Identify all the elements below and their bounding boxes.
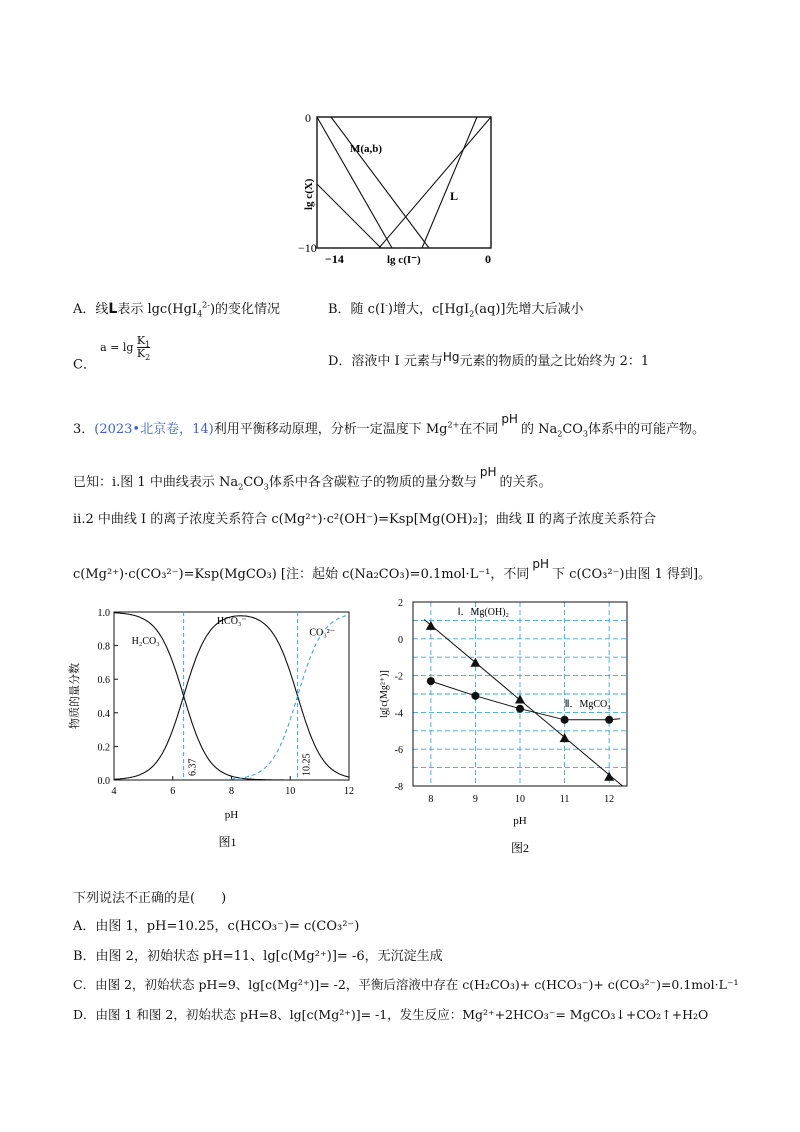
q3-known-ii-2: c(Mg²⁺)·c(CO₃²⁻)=Ksp(MgCO₃) [注：起始 c(Na₂CO₃)=0.1mol·L⁻¹，不同pH下 c(CO₃²⁻)由图 1 得到]。 [73, 557, 712, 582]
y-tick-label: 0.6 [97, 675, 110, 687]
q3-option-c: C．由图 2，初始状态 pH=9、lg[c(Mg²⁺)]= -2，平衡后溶液中存在 c(H₂CO₃)+ c(HCO₃⁻)+ c(CO₃²⁻)=0.1mol·L⁻¹ [73, 977, 739, 992]
series-label-hco3: HCO₃⁻ [216, 615, 247, 627]
x-axis-label: lg c(I⁻) [387, 254, 421, 266]
x-tick-label: 12 [344, 786, 354, 797]
mgco3-point [516, 705, 524, 713]
x-tick-label: 10 [515, 794, 525, 805]
series-label-mgco3: Ⅱ．MgCO₃ [564, 698, 611, 710]
y-tick-label: -6 [394, 745, 403, 757]
y-tick-bottom: −10 [298, 241, 317, 255]
series-label-co3: CO₃²⁻ [309, 627, 335, 639]
formula: a = lg K1 K2 [100, 334, 151, 363]
figure-caption: 图2 [510, 841, 530, 855]
y-tick-label: 0.2 [97, 742, 110, 754]
mg-oh2-point [604, 772, 614, 781]
mgco3-point [605, 716, 613, 724]
x-tick-label: 11 [559, 794, 570, 805]
series-label-mg-oh2: Ⅰ．Mg(OH)₂ [457, 606, 510, 618]
x-tick-left: −14 [325, 252, 344, 266]
y-tick-label: -8 [394, 782, 403, 793]
figure-1-chart [60, 598, 360, 858]
option-b: B．随 c(I-)增大，c[HgI$_2$(aq)]先增大后减小 [328, 300, 584, 319]
annotation-pka2: 10.25 [301, 753, 313, 776]
y-axis-label: lg c(X) [303, 178, 315, 210]
q3-option-a: A．由图 1，pH=10.25，c(HCO₃⁻)= c(CO₃²⁻) [73, 919, 360, 934]
figure-2-chart [375, 592, 645, 858]
fraction: $\frac{K_1}{K_2}$ [136, 334, 151, 363]
y-tick-label: 0.0 [97, 776, 110, 787]
q3-option-b: B．由图 2，初始状态 pH=11、lg[c(Mg²⁺)]= -6，无沉淀生成 [73, 949, 443, 964]
option-c: C． $^{a = lg \frac{K_1}{K_2}}$ [73, 334, 151, 373]
annotation-pka1: 6.37 [187, 758, 199, 776]
x-tick-label: 12 [604, 794, 615, 805]
q3-option-d: D．由图 1 和图 2，初始状态 pH=8、lg[c(Mg²⁺)]= -1，发生反应：Mg²⁺+2HCO₃⁻= MgCO₃↓+CO₂↑+H₂O [73, 1007, 709, 1022]
y-tick-label: -4 [394, 708, 403, 720]
x-axis-label: pH [224, 809, 239, 821]
point-label: M(a,b) [350, 143, 383, 155]
x-axis-label: pH [513, 815, 527, 827]
y-tick-label: 0.4 [97, 708, 110, 720]
y-tick-label: 0.8 [97, 641, 110, 653]
option-d: D．溶液中 I 元素与Hg元素的物质的量之比始终为 2：1 [328, 350, 650, 369]
y-tick-label: 2 [398, 598, 403, 609]
x-tick-label: 8 [229, 786, 234, 797]
mgco3-point [561, 716, 569, 724]
q3-known-i: 已知：i.图 1 中曲线表示 $Na_2CO_3$体系中各含碳粒子的物质的量分数与pH的关系。 [73, 465, 552, 492]
q3-question: 下列说法不正确的是( ) [73, 891, 227, 906]
line-label: L [450, 189, 459, 203]
x-tick-label: 6 [170, 786, 176, 797]
co3-curve [224, 615, 349, 780]
y-tick-top: 0 [305, 111, 311, 125]
line-l-symbol: L [108, 301, 118, 317]
y-axis-label: lg[c(Mg²⁺)] [379, 670, 390, 718]
x-tick-label: 10 [285, 786, 296, 797]
mg-oh2-point [515, 695, 525, 704]
y-tick-label: -2 [394, 671, 403, 683]
series-label-h2co3: H₂CO₃ [131, 635, 160, 647]
x-tick-label: 8 [428, 794, 434, 805]
figure-caption: 图1 [218, 835, 237, 849]
y-axis-label: 物质的量分数 [69, 663, 81, 729]
y-tick-label: 0 [398, 634, 403, 646]
x-tick-right: 0 [485, 252, 491, 266]
source-link[interactable]: (2023•北京卷，14) [94, 422, 214, 437]
x-tick-label: 9 [472, 794, 478, 805]
top-figure [295, 100, 505, 275]
q3-stem: 3．(2023•北京卷，14)利用平衡移动原理，分析一定温度下 $Mg^{2+}$在不同pH的 $Na_2CO_3$体系中的可能产物。 [73, 412, 706, 439]
y-tick-label: 1.0 [97, 608, 110, 619]
q3-known-ii: ii.2 中曲线 Ⅰ 的离子浓度关系符合 c(Mg²⁺)·c²(OH⁻)=Ksp[Mg(OH)₂]；曲线 Ⅱ 的离子浓度关系符合 [73, 512, 656, 527]
mgco3-point [471, 692, 479, 700]
mgco3-point [427, 677, 435, 685]
x-tick-label: 4 [111, 786, 117, 797]
option-a: A．线L表示 lgc(HgI$_4^{2-}$)的变化情况 [73, 300, 281, 319]
